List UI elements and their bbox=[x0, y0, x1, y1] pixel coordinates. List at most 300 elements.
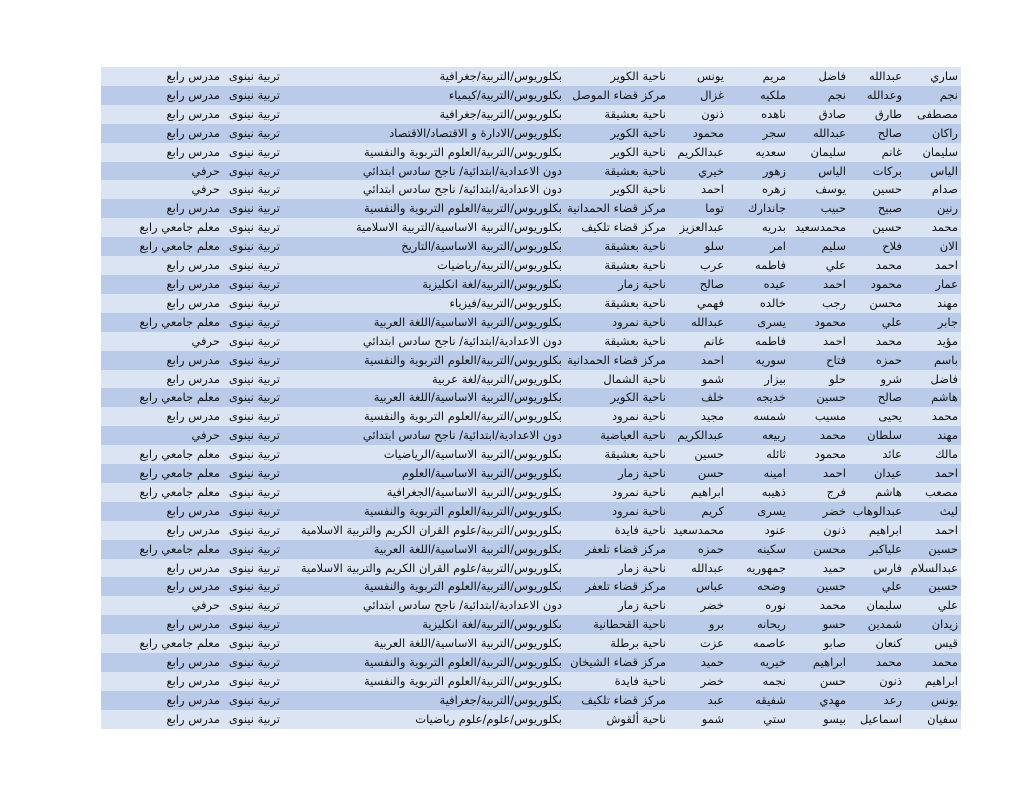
qualification-cell: بكلوريوس/التربية الاساسية/الرياضيات bbox=[283, 445, 565, 464]
grandfather-name-cell: رجب bbox=[789, 294, 849, 313]
qualification-cell: بكلوريوس/التربية/جغرافية bbox=[283, 691, 565, 710]
directorate-cell: تربية نينوى bbox=[223, 199, 283, 218]
job-title-cell: مدرس رابع bbox=[101, 370, 223, 389]
residence-cell: ناحية بعشيقة bbox=[565, 256, 669, 275]
table-row bbox=[101, 199, 961, 218]
mother-name-cell: خالده bbox=[727, 294, 789, 313]
qualification-cell: دون الاعدادية/ابتدائية/ ناجح سادس ابتدائي bbox=[283, 426, 565, 445]
directorate-cell: تربية نينوى bbox=[223, 351, 283, 370]
job-title-cell: مدرس رابع bbox=[101, 275, 223, 294]
grandfather-name-cell: محسن bbox=[789, 540, 849, 559]
mother-name-cell: بدريه bbox=[727, 218, 789, 237]
grandfather-name-cell: فتاح bbox=[789, 351, 849, 370]
residence-cell: ناحية بعشيقة bbox=[565, 162, 669, 181]
job-title-cell: مدرس رابع bbox=[101, 351, 223, 370]
mother-father-name-cell: غزال bbox=[669, 86, 727, 105]
grandfather-name-cell: ذنون bbox=[789, 521, 849, 540]
residence-cell: ناحية ألقوش bbox=[565, 710, 669, 729]
first-name-cell: عمار bbox=[905, 275, 961, 294]
directorate-cell: تربية نينوى bbox=[223, 313, 283, 332]
mother-father-name-cell: عبدالله bbox=[669, 559, 727, 578]
job-title-cell: معلم جامعي رابع bbox=[101, 237, 223, 256]
mother-father-name-cell: محمود bbox=[669, 124, 727, 143]
grandfather-name-cell: نجم bbox=[789, 86, 849, 105]
mother-father-name-cell: محمدسعيد bbox=[669, 521, 727, 540]
job-title-cell: مدرس رابع bbox=[101, 653, 223, 672]
job-title-cell: مدرس رابع bbox=[101, 407, 223, 426]
table-row bbox=[101, 143, 961, 162]
father-name-cell: حسين bbox=[849, 180, 905, 199]
table-row bbox=[101, 332, 961, 351]
father-name-cell: صالح bbox=[849, 388, 905, 407]
qualification-cell: بكلوريوس/التربية/رياضيات bbox=[283, 256, 565, 275]
directorate-cell: تربية نينوى bbox=[223, 162, 283, 181]
mother-father-name-cell: غانم bbox=[669, 332, 727, 351]
job-title-cell: مدرس رابع bbox=[101, 199, 223, 218]
mother-name-cell: سجر bbox=[727, 124, 789, 143]
residence-cell: ناحية زمار bbox=[565, 596, 669, 615]
mother-father-name-cell: خيري bbox=[669, 162, 727, 181]
table-row bbox=[101, 653, 961, 672]
first-name-cell: حسين bbox=[905, 577, 961, 596]
father-name-cell: شمدين bbox=[849, 615, 905, 634]
qualification-cell: دون الاعدادية/ابتدائية/ ناجح سادس ابتدائي bbox=[283, 162, 565, 181]
qualification-cell: بكلوريوس/التربية/علوم القران الكريم والتربية الاسلامية bbox=[283, 521, 565, 540]
mother-name-cell: زهره bbox=[727, 180, 789, 199]
first-name-cell: باسم bbox=[905, 351, 961, 370]
directorate-cell: تربية نينوى bbox=[223, 388, 283, 407]
directorate-cell: تربية نينوى bbox=[223, 180, 283, 199]
grandfather-name-cell: حبيب bbox=[789, 199, 849, 218]
first-name-cell: علي bbox=[905, 596, 961, 615]
first-name-cell: حسين bbox=[905, 540, 961, 559]
mother-father-name-cell: عبد bbox=[669, 691, 727, 710]
first-name-cell: احمد bbox=[905, 256, 961, 275]
directorate-cell: تربية نينوى bbox=[223, 370, 283, 389]
job-title-cell: حرفي bbox=[101, 180, 223, 199]
job-title-cell: حرفي bbox=[101, 162, 223, 181]
qualification-cell: بكلوريوس/التربية/كيمياء bbox=[283, 86, 565, 105]
directorate-cell: تربية نينوى bbox=[223, 332, 283, 351]
mother-name-cell: نجمه bbox=[727, 672, 789, 691]
mother-name-cell: جاندارك bbox=[727, 199, 789, 218]
qualification-cell: بكلوريوس/التربية/العلوم التربوية والنفسية bbox=[283, 672, 565, 691]
mother-father-name-cell: عبدالله bbox=[669, 313, 727, 332]
father-name-cell: ابراهيم bbox=[849, 521, 905, 540]
grandfather-name-cell: صابو bbox=[789, 634, 849, 653]
mother-father-name-cell: فهمي bbox=[669, 294, 727, 313]
first-name-cell: احمد bbox=[905, 464, 961, 483]
grandfather-name-cell: حسن bbox=[789, 672, 849, 691]
residence-cell: ناحية زمار bbox=[565, 275, 669, 294]
father-name-cell: اسماعيل bbox=[849, 710, 905, 729]
directorate-cell: تربية نينوى bbox=[223, 86, 283, 105]
mother-name-cell: بيزار bbox=[727, 370, 789, 389]
residence-cell: ناحية بعشيقة bbox=[565, 332, 669, 351]
table-row bbox=[101, 256, 961, 275]
grandfather-name-cell: احمد bbox=[789, 464, 849, 483]
father-name-cell: شرو bbox=[849, 370, 905, 389]
mother-name-cell: مريم bbox=[727, 67, 789, 86]
mother-name-cell: شفيقه bbox=[727, 691, 789, 710]
mother-name-cell: وضحه bbox=[727, 577, 789, 596]
job-title-cell: معلم جامعي رابع bbox=[101, 634, 223, 653]
job-title-cell: معلم جامعي رابع bbox=[101, 218, 223, 237]
mother-name-cell: ملكيه bbox=[727, 86, 789, 105]
grandfather-name-cell: حميد bbox=[789, 559, 849, 578]
mother-father-name-cell: كريم bbox=[669, 502, 727, 521]
mother-name-cell: ستي bbox=[727, 710, 789, 729]
mother-father-name-cell: عبدالكريم bbox=[669, 143, 727, 162]
job-title-cell: مدرس رابع bbox=[101, 143, 223, 162]
first-name-cell: سفيان bbox=[905, 710, 961, 729]
job-title-cell: معلم جامعي رابع bbox=[101, 445, 223, 464]
first-name-cell: مؤيد bbox=[905, 332, 961, 351]
father-name-cell: طارق bbox=[849, 105, 905, 124]
residence-cell: مركز قضاء تلكيف bbox=[565, 218, 669, 237]
table-row bbox=[101, 596, 961, 615]
residence-cell: ناحية الكوير bbox=[565, 143, 669, 162]
job-title-cell: معلم جامعي رابع bbox=[101, 540, 223, 559]
table-row bbox=[101, 351, 961, 370]
first-name-cell: هاشم bbox=[905, 388, 961, 407]
mother-father-name-cell: شمو bbox=[669, 710, 727, 729]
table-row bbox=[101, 577, 961, 596]
grandfather-name-cell: الياس bbox=[789, 162, 849, 181]
grandfather-name-cell: عبدالله bbox=[789, 124, 849, 143]
grandfather-name-cell: حسين bbox=[789, 388, 849, 407]
grandfather-name-cell: محمد bbox=[789, 596, 849, 615]
qualification-cell: بكلوريوس/التربية الاساسية/اللغة العربية bbox=[283, 388, 565, 407]
directorate-cell: تربية نينوى bbox=[223, 407, 283, 426]
first-name-cell: فاضل bbox=[905, 370, 961, 389]
mother-name-cell: ناهده bbox=[727, 105, 789, 124]
mother-father-name-cell: خلف bbox=[669, 388, 727, 407]
mother-name-cell: عاصمه bbox=[727, 634, 789, 653]
table-row bbox=[101, 559, 961, 578]
father-name-cell: كنعان bbox=[849, 634, 905, 653]
qualification-cell: بكلوريوس/التربية/العلوم التربوية والنفسية bbox=[283, 502, 565, 521]
directorate-cell: تربية نينوى bbox=[223, 464, 283, 483]
grandfather-name-cell: محمدسعيد bbox=[789, 218, 849, 237]
job-title-cell: مدرس رابع bbox=[101, 67, 223, 86]
father-name-cell: حسين bbox=[849, 218, 905, 237]
first-name-cell: نجم bbox=[905, 86, 961, 105]
mother-father-name-cell: حمزه bbox=[669, 540, 727, 559]
table-row bbox=[101, 483, 961, 502]
table-row bbox=[101, 86, 961, 105]
table-row bbox=[101, 67, 961, 86]
residence-cell: ناحية فايدة bbox=[565, 672, 669, 691]
table-row bbox=[101, 521, 961, 540]
mother-name-cell: يسرى bbox=[727, 313, 789, 332]
mother-name-cell: سوريه bbox=[727, 351, 789, 370]
table-row bbox=[101, 124, 961, 143]
grandfather-name-cell: فرج bbox=[789, 483, 849, 502]
father-name-cell: عيدان bbox=[849, 464, 905, 483]
grandfather-name-cell: حلو bbox=[789, 370, 849, 389]
mother-name-cell: ربيعه bbox=[727, 426, 789, 445]
directorate-cell: تربية نينوى bbox=[223, 653, 283, 672]
table-row bbox=[101, 407, 961, 426]
qualification-cell: دون الاعدادية/ابتدائية/ ناجح سادس ابتدائي bbox=[283, 596, 565, 615]
mother-father-name-cell: حسن bbox=[669, 464, 727, 483]
qualification-cell: بكلوريوس/التربية الاساسية/اللغة العربية bbox=[283, 634, 565, 653]
mother-father-name-cell: عبدالكريم bbox=[669, 426, 727, 445]
job-title-cell: معلم جامعي رابع bbox=[101, 313, 223, 332]
mother-father-name-cell: توما bbox=[669, 199, 727, 218]
directorate-cell: تربية نينوى bbox=[223, 294, 283, 313]
directorate-cell: تربية نينوى bbox=[223, 634, 283, 653]
job-title-cell: معلم جامعي رابع bbox=[101, 388, 223, 407]
first-name-cell: سليمان bbox=[905, 143, 961, 162]
residence-cell: ناحية الكوير bbox=[565, 388, 669, 407]
qualification-cell: بكلوريوس/التربية/جغرافية bbox=[283, 67, 565, 86]
first-name-cell: ليث bbox=[905, 502, 961, 521]
father-name-cell: بركات bbox=[849, 162, 905, 181]
table-row bbox=[101, 180, 961, 199]
residence-cell: مركز قضاء الموصل bbox=[565, 86, 669, 105]
directorate-cell: تربية نينوى bbox=[223, 672, 283, 691]
father-name-cell: محمد bbox=[849, 653, 905, 672]
mother-name-cell: ريحانه bbox=[727, 615, 789, 634]
grandfather-name-cell: حسين bbox=[789, 577, 849, 596]
mother-name-cell: خيريه bbox=[727, 653, 789, 672]
qualification-cell: بكلوريوس/التربية الاساسية/اللغة العربية bbox=[283, 313, 565, 332]
qualification-cell: بكلوريوس/التربية/جغرافية bbox=[283, 105, 565, 124]
table-row bbox=[101, 502, 961, 521]
mother-name-cell: امر bbox=[727, 237, 789, 256]
job-title-cell: مدرس رابع bbox=[101, 86, 223, 105]
first-name-cell: مهند bbox=[905, 426, 961, 445]
qualification-cell: بكلوريوس/التربية/لغة انكليزية bbox=[283, 275, 565, 294]
residence-cell: ناحية الكوير bbox=[565, 124, 669, 143]
father-name-cell: علي bbox=[849, 577, 905, 596]
mother-father-name-cell: عباس bbox=[669, 577, 727, 596]
qualification-cell: بكلوريوس/علوم/علوم رياضيات bbox=[283, 710, 565, 729]
qualification-cell: بكلوريوس/التربية/العلوم التربوية والنفسية bbox=[283, 407, 565, 426]
residence-cell: ناحية زمار bbox=[565, 464, 669, 483]
first-name-cell: زيدان bbox=[905, 615, 961, 634]
grandfather-name-cell: احمد bbox=[789, 332, 849, 351]
job-title-cell: مدرس رابع bbox=[101, 502, 223, 521]
mother-name-cell: سكينه bbox=[727, 540, 789, 559]
father-name-cell: عبدالله bbox=[849, 67, 905, 86]
table-row bbox=[101, 218, 961, 237]
directorate-cell: تربية نينوى bbox=[223, 502, 283, 521]
table-row bbox=[101, 237, 961, 256]
directorate-cell: تربية نينوى bbox=[223, 275, 283, 294]
residence-cell: ناحية نمرود bbox=[565, 483, 669, 502]
residence-cell: مركز قضاء الحمدانية bbox=[565, 199, 669, 218]
residence-cell: ناحية برطلة bbox=[565, 634, 669, 653]
job-title-cell: مدرس رابع bbox=[101, 691, 223, 710]
qualification-cell: بكلوريوس/الادارة و الاقتصاد/الاقتصاد bbox=[283, 124, 565, 143]
table-row bbox=[101, 162, 961, 181]
father-name-cell: صالح bbox=[849, 124, 905, 143]
residence-cell: ناحية نمرود bbox=[565, 407, 669, 426]
first-name-cell: رنين bbox=[905, 199, 961, 218]
first-name-cell: قيس bbox=[905, 634, 961, 653]
directorate-cell: تربية نينوى bbox=[223, 143, 283, 162]
directorate-cell: تربية نينوى bbox=[223, 426, 283, 445]
grandfather-name-cell: محمود bbox=[789, 445, 849, 464]
table-row bbox=[101, 275, 961, 294]
grandfather-name-cell: احمد bbox=[789, 275, 849, 294]
first-name-cell: يونس bbox=[905, 691, 961, 710]
residence-cell: ناحية نمرود bbox=[565, 502, 669, 521]
father-name-cell: علياكبر bbox=[849, 540, 905, 559]
table-row bbox=[101, 313, 961, 332]
mother-father-name-cell: برو bbox=[669, 615, 727, 634]
job-title-cell: حرفي bbox=[101, 426, 223, 445]
mother-father-name-cell: احمد bbox=[669, 180, 727, 199]
first-name-cell: محمد bbox=[905, 653, 961, 672]
qualification-cell: بكلوريوس/التربية الاساسية/العلوم bbox=[283, 464, 565, 483]
directorate-cell: تربية نينوى bbox=[223, 483, 283, 502]
residence-cell: ناحية الكوير bbox=[565, 180, 669, 199]
first-name-cell: الياس bbox=[905, 162, 961, 181]
mother-father-name-cell: صالح bbox=[669, 275, 727, 294]
mother-father-name-cell: حميد bbox=[669, 653, 727, 672]
residence-cell: ناحية العياضية bbox=[565, 426, 669, 445]
mother-father-name-cell: ابراهيم bbox=[669, 483, 727, 502]
qualification-cell: بكلوريوس/التربية الاساسية/الجغرافية bbox=[283, 483, 565, 502]
residence-cell: مركز قضاء تلكيف bbox=[565, 691, 669, 710]
directorate-cell: تربية نينوى bbox=[223, 105, 283, 124]
directorate-cell: تربية نينوى bbox=[223, 615, 283, 634]
father-name-cell: محمود bbox=[849, 275, 905, 294]
mother-father-name-cell: حسين bbox=[669, 445, 727, 464]
residence-cell: ناحية نمرود bbox=[565, 313, 669, 332]
table-row bbox=[101, 615, 961, 634]
mother-name-cell: سعديه bbox=[727, 143, 789, 162]
directorate-cell: تربية نينوى bbox=[223, 710, 283, 729]
job-title-cell: مدرس رابع bbox=[101, 256, 223, 275]
mother-father-name-cell: شمو bbox=[669, 370, 727, 389]
qualification-cell: بكلوريوس/التربية/لغة عربية bbox=[283, 370, 565, 389]
directorate-cell: تربية نينوى bbox=[223, 577, 283, 596]
mother-father-name-cell: مجيد bbox=[669, 407, 727, 426]
grandfather-name-cell: محمود bbox=[789, 313, 849, 332]
mother-name-cell: فاطمه bbox=[727, 332, 789, 351]
mother-name-cell: جمهوريه bbox=[727, 559, 789, 578]
grandfather-name-cell: حسو bbox=[789, 615, 849, 634]
grandfather-name-cell: ابراهيم bbox=[789, 653, 849, 672]
mother-father-name-cell: عبدالعزيز bbox=[669, 218, 727, 237]
first-name-cell: احمد bbox=[905, 521, 961, 540]
table-row bbox=[101, 464, 961, 483]
mother-name-cell: فاطمه bbox=[727, 256, 789, 275]
residence-cell: ناحية بعشيقة bbox=[565, 105, 669, 124]
grandfather-name-cell: علي bbox=[789, 256, 849, 275]
father-name-cell: محسن bbox=[849, 294, 905, 313]
table-row bbox=[101, 672, 961, 691]
father-name-cell: رعد bbox=[849, 691, 905, 710]
mother-name-cell: ثائله bbox=[727, 445, 789, 464]
father-name-cell: يحيى bbox=[849, 407, 905, 426]
qualification-cell: بكلوريوس/التربية/علوم القران الكريم والتربية الاسلامية bbox=[283, 559, 565, 578]
table-row bbox=[101, 294, 961, 313]
job-title-cell: مدرس رابع bbox=[101, 124, 223, 143]
table-row bbox=[101, 426, 961, 445]
job-title-cell: مدرس رابع bbox=[101, 294, 223, 313]
first-name-cell: مهند bbox=[905, 294, 961, 313]
mother-name-cell: زهور bbox=[727, 162, 789, 181]
father-name-cell: فلاح bbox=[849, 237, 905, 256]
father-name-cell: فارس bbox=[849, 559, 905, 578]
job-title-cell: مدرس رابع bbox=[101, 521, 223, 540]
mother-father-name-cell: سلو bbox=[669, 237, 727, 256]
mother-father-name-cell: احمد bbox=[669, 351, 727, 370]
grandfather-name-cell: مسيب bbox=[789, 407, 849, 426]
first-name-cell: محمد bbox=[905, 407, 961, 426]
directorate-cell: تربية نينوى bbox=[223, 124, 283, 143]
residence-cell: ناحية بعشيقة bbox=[565, 445, 669, 464]
qualification-cell: بكلوريوس/التربية الاساسية/التربية الاسلامية bbox=[283, 218, 565, 237]
qualification-cell: بكلوريوس/التربية/العلوم التربوية والنفسية bbox=[283, 653, 565, 672]
residence-cell: ناحية بعشيقة bbox=[565, 294, 669, 313]
first-name-cell: مصطفى bbox=[905, 105, 961, 124]
table-row bbox=[101, 710, 961, 729]
mother-name-cell: امينه bbox=[727, 464, 789, 483]
qualification-cell: دون الاعدادية/ابتدائية/ ناجح سادس ابتدائي bbox=[283, 332, 565, 351]
father-name-cell: عائد bbox=[849, 445, 905, 464]
job-title-cell: مدرس رابع bbox=[101, 559, 223, 578]
table-row bbox=[101, 540, 961, 559]
mother-name-cell: يسرى bbox=[727, 502, 789, 521]
mother-name-cell: ذهيبه bbox=[727, 483, 789, 502]
directorate-cell: تربية نينوى bbox=[223, 237, 283, 256]
first-name-cell: مالك bbox=[905, 445, 961, 464]
mother-name-cell: نوره bbox=[727, 596, 789, 615]
mother-name-cell: عنود bbox=[727, 521, 789, 540]
grandfather-name-cell: بيسو bbox=[789, 710, 849, 729]
first-name-cell: مصعب bbox=[905, 483, 961, 502]
residence-cell: ناحية فايدة bbox=[565, 521, 669, 540]
grandfather-name-cell: مهدي bbox=[789, 691, 849, 710]
grandfather-name-cell: سليم bbox=[789, 237, 849, 256]
job-title-cell: معلم جامعي رابع bbox=[101, 483, 223, 502]
mother-father-name-cell: عرب bbox=[669, 256, 727, 275]
mother-name-cell: خديجه bbox=[727, 388, 789, 407]
residence-cell: ناحية الشمال bbox=[565, 370, 669, 389]
mother-father-name-cell: يونس bbox=[669, 67, 727, 86]
grandfather-name-cell: صادق bbox=[789, 105, 849, 124]
first-name-cell: عبدالسلام bbox=[905, 559, 961, 578]
father-name-cell: محمد bbox=[849, 256, 905, 275]
father-name-cell: هاشم bbox=[849, 483, 905, 502]
first-name-cell: الان bbox=[905, 237, 961, 256]
residence-cell: ناحية الكوير bbox=[565, 67, 669, 86]
first-name-cell: جابر bbox=[905, 313, 961, 332]
qualification-cell: بكلوريوس/التربية/فيزياء bbox=[283, 294, 565, 313]
residence-cell: مركز قضاء تلعفر bbox=[565, 577, 669, 596]
qualification-cell: بكلوريوس/التربية/العلوم التربوية والنفسية bbox=[283, 143, 565, 162]
table-row bbox=[101, 691, 961, 710]
job-title-cell: مدرس رابع bbox=[101, 577, 223, 596]
first-name-cell: ابراهيم bbox=[905, 672, 961, 691]
table-row bbox=[101, 634, 961, 653]
father-name-cell: وعدالله bbox=[849, 86, 905, 105]
directorate-cell: تربية نينوى bbox=[223, 540, 283, 559]
first-name-cell: محمد bbox=[905, 218, 961, 237]
table-row bbox=[101, 445, 961, 464]
father-name-cell: محمد bbox=[849, 332, 905, 351]
mother-name-cell: عيده bbox=[727, 275, 789, 294]
grandfather-name-cell: سليمان bbox=[789, 143, 849, 162]
job-title-cell: مدرس رابع bbox=[101, 105, 223, 124]
